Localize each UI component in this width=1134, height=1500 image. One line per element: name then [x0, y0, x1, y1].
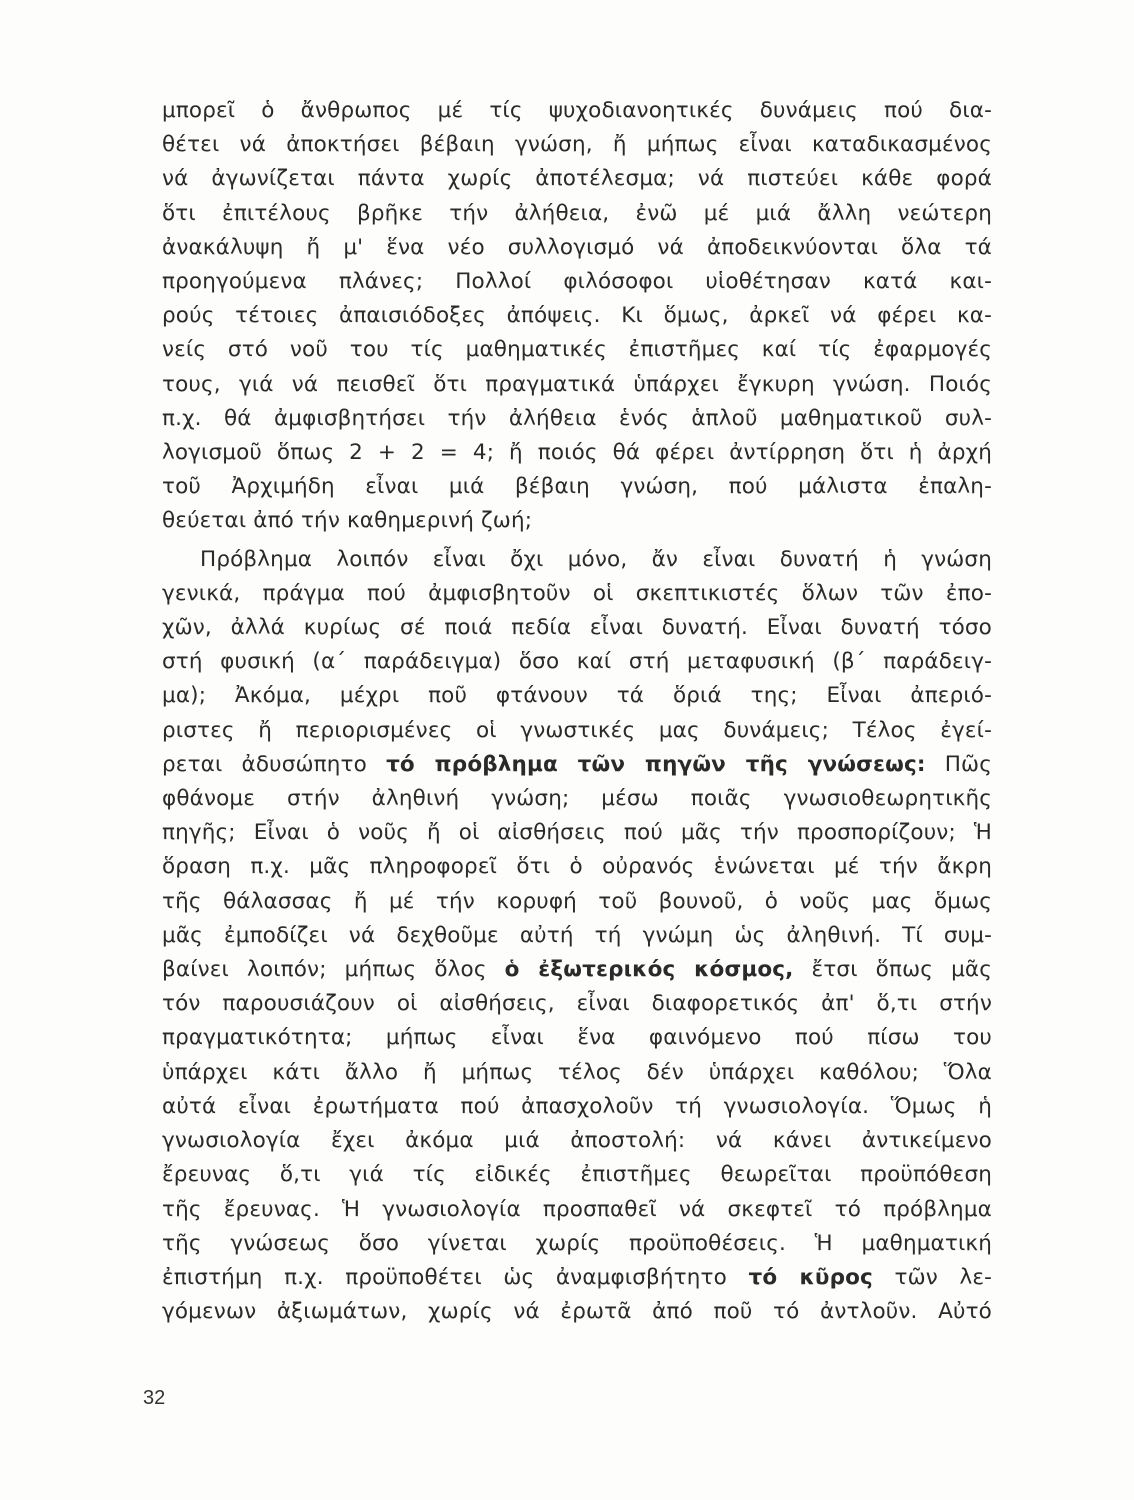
- text-line: νείς στό νοῦ του τίς μαθηματικές ἐπιστῆμες καί τίς ἐφαρμογές: [162, 337, 992, 363]
- text-line: ρούς τέτοιες ἀπαισιόδοξες ἀπόψεις. Κι ὅμως, ἀρκεῖ νά φέρει κα-: [162, 303, 992, 329]
- emphasis-sources-of-knowledge: τό πρόβλημα τῶν πηγῶν τῆς γνώσεως:: [386, 751, 926, 777]
- text-line: τῆς θάλασσας ἤ μέ τήν κορυφή τοῦ βουνοῦ, ὁ νοῦς μας ὅμως: [162, 888, 992, 914]
- text-line: ἀνακάλυψη ἤ μ' ἕνα νέο συλλογισμό νά ἀποδεικνύονται ὅλα τά: [162, 234, 992, 260]
- text-line: γενικά, πράγμα πού ἀμφισβητοῦν οἱ σκεπτικιστές ὅλων τῶν ἐπο-: [162, 580, 992, 606]
- text-fragment: ἐπιστήμη π.χ. προϋποθέτει ὡς ἀναμφισβήτητο: [162, 1264, 749, 1290]
- text-line: προηγούμενα πλάνες; Πολλοί φιλόσοφοι υἱοθέτησαν κατά και-: [162, 269, 992, 295]
- text-line: θεύεται ἀπό τήν καθημερινή ζωή;: [162, 508, 533, 534]
- text-line: λογισμοῦ ὅπως 2 + 2 = 4; ἤ ποιός θά φέρει ἀντίρρηση ὅτι ἡ ἀρχή: [162, 440, 992, 466]
- text-line: ὑπάρχει κάτι ἄλλο ἤ μήπως τέλος δέν ὑπάρχει καθόλου; Ὅλα: [162, 1059, 992, 1085]
- text-line: ριστες ἤ περιορισμένες οἱ γνωστικές μας δυνάμεις; Τέλος ἐγεί-: [162, 717, 992, 743]
- text-line: τοῦ Ἀρχιμήδη εἶναι μιά βέβαιη γνώση, πού μάλιστα ἐπαλη-: [162, 474, 992, 500]
- text-line-with-emphasis: [162, 748, 992, 782]
- text-line: στή φυσική (α΄ παράδειγμα) ὅσο καί στή μεταφυσική (β΄ παράδειγ-: [162, 649, 992, 675]
- page-number: 32: [143, 1387, 166, 1409]
- text-line: πραγματικότητα; μήπως εἶναι ἕνα φαινόμενο πού πίσω του: [162, 1025, 992, 1051]
- text-line: τους, γιά νά πεισθεῖ ὅτι πραγματικά ὑπάρχει ἔγκυρη γνώση. Ποιός: [162, 371, 992, 397]
- text-line: ὅραση π.χ. μᾶς πληροφορεῖ ὅτι ὁ οὐρανός ἑνώνεται μέ τήν ἄκρη: [162, 854, 992, 880]
- text-fragment: ἔτσι ὅπως μᾶς: [793, 957, 992, 983]
- text-line-with-emphasis: [162, 953, 992, 987]
- text-line: ἔρευνας ὅ,τι γιά τίς εἰδικές ἐπιστῆμες θεωρεῖται προϋπόθεση: [162, 1162, 992, 1188]
- paragraph-1: [162, 94, 992, 539]
- text-line: π.χ. θά ἀμφισβητήσει τήν ἀλήθεια ἑνός ἁπλοῦ μαθηματικοῦ συλ-: [162, 405, 992, 431]
- text-line: αὐτά εἶναι ἐρωτήματα πού ἀπασχολοῦν τή γνωσιολογία. Ὅμως ἡ: [162, 1093, 992, 1119]
- text-line: τῆς ἔρευνας. Ἡ γνωσιολογία προσπαθεῖ νά σκεφτεῖ τό πρόβλημα: [162, 1196, 992, 1222]
- text-fragment: Πῶς: [925, 751, 992, 777]
- text-line: φθάνομε στήν ἀληθινή γνώση; μέσω ποιᾶς γνωσιοθεωρητικῆς: [162, 786, 992, 812]
- text-line: χῶν, ἀλλά κυρίως σέ ποιά πεδία εἶναι δυνατή. Εἶναι δυνατή τόσο: [162, 615, 992, 641]
- text-fragment: ρεται ἀδυσώπητο: [162, 751, 387, 777]
- text-line: μᾶς ἐμποδίζει νά δεχθοῦμε αὐτή τή γνώμη ὡς ἀληθινή. Τί συμ-: [162, 922, 992, 948]
- body-text: [162, 94, 992, 1329]
- text-line: μα); Ἀκόμα, μέχρι ποῦ φτάνουν τά ὅριά της; Εἶναι ἀπεριό-: [162, 683, 992, 709]
- text-line: ὅτι ἐπιτέλους βρῆκε τήν ἀλήθεια, ἐνῶ μέ μιά ἄλλη νεώτερη: [162, 200, 992, 226]
- emphasis-authority: τό κῦρος: [748, 1264, 873, 1290]
- text-line: γόμενων ἀξιωμάτων, χωρίς νά ἐρωτᾶ ἀπό ποῦ τό ἀντλοῦν. Αὐτό: [162, 1299, 992, 1325]
- text-line: πηγῆς; Εἶναι ὁ νοῦς ἤ οἱ αἰσθήσεις πού μᾶς τήν προσπορίζουν; Ἡ: [162, 820, 992, 846]
- text-line-with-emphasis: [162, 1261, 992, 1295]
- paragraph-2: [162, 543, 992, 1330]
- text-line: μπορεῖ ὁ ἄνθρωπος μέ τίς ψυχοδιανοητικές δυνάμεις πού δια-: [162, 98, 992, 123]
- text-line: γνωσιολογία ἔχει ἀκόμα μιά ἀποστολή: νά κάνει ἀντικείμενο: [162, 1128, 992, 1154]
- text-line: τόν παρουσιάζουν οἱ αἰσθήσεις, εἶναι διαφορετικός ἀπ' ὅ,τι στήν: [162, 991, 992, 1017]
- text-fragment: βαίνει λοιπόν; μήπως ὅλος: [162, 957, 505, 983]
- text-line: θέτει νά ἀποκτήσει βέβαιη γνώση, ἤ μήπως εἶναι καταδικασμένος: [162, 132, 992, 158]
- text-line: τῆς γνώσεως ὅσο γίνεται χωρίς προϋποθέσεις. Ἡ μαθηματική: [162, 1230, 992, 1256]
- text-line: Πρόβλημα λοιπόν εἶναι ὄχι μόνο, ἄν εἶναι δυνατή ἡ γνώση: [200, 546, 992, 572]
- emphasis-external-world: ὁ ἐξωτερικός κόσμος,: [504, 957, 794, 983]
- text-fragment: τῶν λε-: [872, 1264, 992, 1290]
- text-line: νά ἀγωνίζεται πάντα χωρίς ἀποτέλεσμα; νά πιστεύει κάθε φορά: [162, 166, 992, 192]
